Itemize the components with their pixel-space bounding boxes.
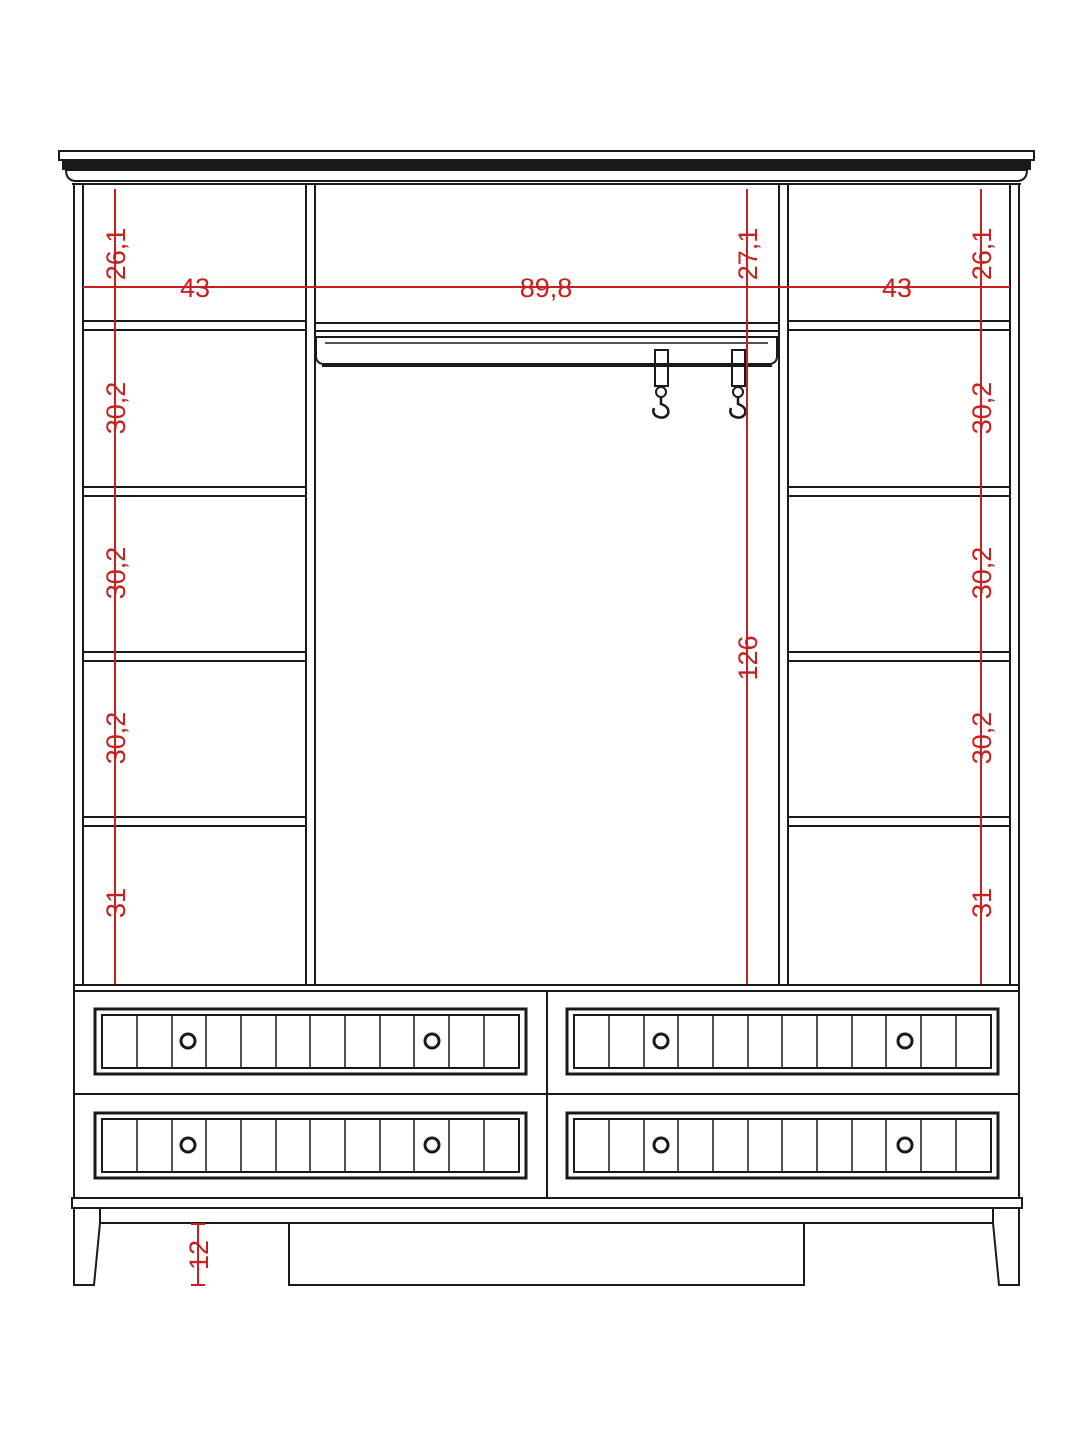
drawer-top-left	[95, 1009, 526, 1074]
knob-icon	[425, 1138, 439, 1152]
leg-left	[74, 1208, 100, 1285]
knob-icon	[654, 1138, 668, 1152]
knob-icon	[181, 1034, 195, 1048]
knob-icon	[898, 1138, 912, 1152]
drawer-bottom-left	[95, 1113, 526, 1178]
drawer-section	[74, 991, 1019, 1198]
hook-icon	[730, 350, 745, 418]
knob-icon	[425, 1034, 439, 1048]
knob-icon	[654, 1034, 668, 1048]
dim-left-top: 26,1	[101, 227, 131, 281]
dim-left-shelf-2: 30,2	[101, 546, 131, 600]
dim-right-top: 26,1	[967, 227, 997, 281]
leg-right	[993, 1208, 1019, 1285]
hook-icon	[653, 350, 668, 418]
drawer-top-right	[567, 1009, 998, 1074]
dim-left-bottom: 31	[101, 887, 131, 919]
dim-leg-height: 12	[184, 1239, 214, 1271]
base-plinth	[72, 1198, 1022, 1285]
dim-left-width: 43	[179, 273, 211, 303]
drawer-bottom-right	[567, 1113, 998, 1178]
dim-left-shelf-3: 30,2	[101, 711, 131, 765]
dim-right-width: 43	[881, 273, 913, 303]
dim-center-width: 89,8	[519, 273, 573, 303]
crown-molding	[59, 151, 1034, 184]
dim-right-shelf-1: 30,2	[967, 381, 997, 435]
dim-right-shelf-2: 30,2	[967, 546, 997, 600]
knob-icon	[181, 1138, 195, 1152]
dim-rail-height: 27,1	[733, 227, 763, 281]
knob-icon	[898, 1034, 912, 1048]
dim-left-shelf-1: 30,2	[101, 381, 131, 435]
dim-right-shelf-3: 30,2	[967, 711, 997, 765]
dim-right-bottom: 31	[967, 887, 997, 919]
center-shelf-rail	[315, 323, 779, 366]
dim-hanging-height: 126	[733, 635, 763, 681]
